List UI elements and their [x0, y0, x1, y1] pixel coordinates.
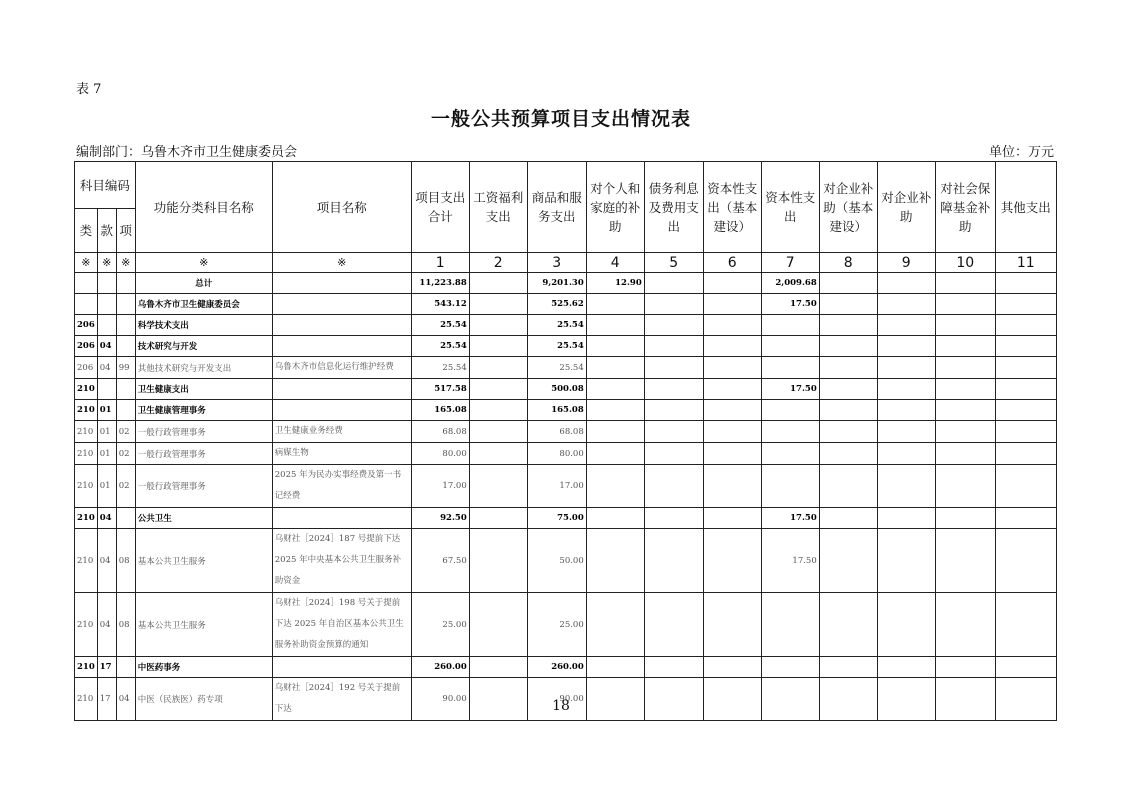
- row-other: [995, 379, 1056, 400]
- header-xiang: 项: [116, 209, 135, 253]
- row-kuan-code: 17: [97, 678, 116, 721]
- column-number: 3: [527, 253, 586, 273]
- row-xiang-code: [116, 379, 135, 400]
- row-project-name: [272, 508, 411, 529]
- row-other: [995, 273, 1056, 294]
- column-number: 6: [703, 253, 761, 273]
- header-capital-basic: 资本性支出（基本建设）: [703, 162, 761, 253]
- row-total: 92.50: [411, 508, 469, 529]
- row-personal-subsidy: [586, 357, 644, 379]
- row-capital: 17.50: [761, 294, 819, 315]
- row-salary: [469, 357, 527, 379]
- budget-table: [74, 161, 1057, 721]
- row-function-name: 基本公共卫生服务: [135, 593, 272, 657]
- row-capital-basic: [703, 465, 761, 508]
- row-capital: 17.50: [761, 379, 819, 400]
- row-capital-basic: [703, 273, 761, 294]
- column-number: 4: [586, 253, 644, 273]
- row-capital-basic: [703, 315, 761, 336]
- row-kuan-code: 04: [97, 529, 116, 593]
- header-capital: 资本性支出: [761, 162, 819, 253]
- row-social-security: [935, 357, 995, 379]
- table-row: [75, 294, 1057, 315]
- row-goods-services: 9,201.30: [527, 273, 586, 294]
- row-other: [995, 465, 1056, 508]
- header-project-name: 项目名称: [272, 162, 411, 253]
- row-capital-basic: [703, 593, 761, 657]
- row-salary: [469, 400, 527, 421]
- header-goods-services: 商品和服务支出: [527, 162, 586, 253]
- row-capital-basic: [703, 443, 761, 465]
- row-function-name: 技术研究与开发: [135, 336, 272, 357]
- table-row: [75, 529, 1057, 593]
- row-enterprise: [877, 273, 935, 294]
- header-enterprise-basic: 对企业补助（基本建设）: [819, 162, 877, 253]
- row-goods-services: 90.00: [527, 678, 586, 721]
- row-xiang-code: [116, 508, 135, 529]
- row-personal-subsidy: [586, 529, 644, 593]
- row-salary: [469, 294, 527, 315]
- page-number: 18: [552, 698, 570, 714]
- row-total: 67.50: [411, 529, 469, 593]
- row-salary: [469, 336, 527, 357]
- row-total: 25.00: [411, 593, 469, 657]
- row-project-name: [272, 315, 411, 336]
- row-enterprise-basic: [819, 379, 877, 400]
- row-goods-services: 260.00: [527, 657, 586, 678]
- row-social-security: [935, 443, 995, 465]
- row-other: [995, 593, 1056, 657]
- row-capital-basic: [703, 379, 761, 400]
- table-row: [75, 465, 1057, 508]
- row-personal-subsidy: [586, 443, 644, 465]
- row-goods-services: 50.00: [527, 529, 586, 593]
- row-enterprise: [877, 593, 935, 657]
- row-social-security: [935, 400, 995, 421]
- row-salary: [469, 657, 527, 678]
- row-capital: 17.50: [761, 529, 819, 593]
- row-total: 543.12: [411, 294, 469, 315]
- row-debt-interest: [644, 508, 703, 529]
- row-xiang-code: 99: [116, 357, 135, 379]
- unit-label: 单位：万元: [988, 145, 1054, 160]
- row-personal-subsidy: [586, 465, 644, 508]
- row-social-security: [935, 508, 995, 529]
- row-enterprise: [877, 508, 935, 529]
- row-enterprise: [877, 357, 935, 379]
- header-project-total: 项目支出合计: [411, 162, 469, 253]
- row-social-security: [935, 593, 995, 657]
- row-capital: [761, 336, 819, 357]
- row-capital: [761, 443, 819, 465]
- row-social-security: [935, 294, 995, 315]
- row-other: [995, 421, 1056, 443]
- row-personal-subsidy: 12.90: [586, 273, 644, 294]
- row-project-name: [272, 657, 411, 678]
- row-other: [995, 400, 1056, 421]
- row-personal-subsidy: [586, 294, 644, 315]
- row-salary: [469, 273, 527, 294]
- row-salary: [469, 465, 527, 508]
- row-goods-services: 25.00: [527, 593, 586, 657]
- row-xiang-code: [116, 294, 135, 315]
- row-personal-subsidy: [586, 336, 644, 357]
- row-kuan-code: 01: [97, 443, 116, 465]
- row-debt-interest: [644, 421, 703, 443]
- column-number: 2: [469, 253, 527, 273]
- row-capital-basic: [703, 529, 761, 593]
- row-enterprise-basic: [819, 294, 877, 315]
- row-project-name: 乌财社［2024］192 号关于提前下达: [272, 678, 411, 721]
- row-enterprise-basic: [819, 529, 877, 593]
- row-total: 68.08: [411, 421, 469, 443]
- row-kuan-code: 04: [97, 593, 116, 657]
- header-lei: 类: [75, 209, 98, 253]
- row-debt-interest: [644, 379, 703, 400]
- row-other: [995, 294, 1056, 315]
- row-debt-interest: [644, 593, 703, 657]
- row-xiang-code: 02: [116, 465, 135, 508]
- row-total: 11,223.88: [411, 273, 469, 294]
- row-goods-services: 165.08: [527, 400, 586, 421]
- row-lei-code: 210: [75, 400, 98, 421]
- row-function-name: 卫生健康支出: [135, 379, 272, 400]
- row-enterprise-basic: [819, 657, 877, 678]
- row-capital: 17.50: [761, 508, 819, 529]
- row-enterprise-basic: [819, 443, 877, 465]
- row-kuan-code: 04: [97, 336, 116, 357]
- row-lei-code: 210: [75, 443, 98, 465]
- table-row: [75, 657, 1057, 678]
- row-debt-interest: [644, 443, 703, 465]
- row-project-name: [272, 400, 411, 421]
- header-social-security: 对社会保障基金补助: [935, 162, 995, 253]
- row-lei-code: 206: [75, 315, 98, 336]
- row-salary: [469, 379, 527, 400]
- header-other: 其他支出: [995, 162, 1056, 253]
- row-lei-code: 210: [75, 421, 98, 443]
- row-goods-services: 75.00: [527, 508, 586, 529]
- row-kuan-code: 17: [97, 657, 116, 678]
- row-goods-services: 525.62: [527, 294, 586, 315]
- row-lei-code: 210: [75, 508, 98, 529]
- row-social-security: [935, 421, 995, 443]
- symbol-cell: ※: [272, 253, 411, 273]
- row-social-security: [935, 529, 995, 593]
- table-row: [75, 421, 1057, 443]
- row-goods-services: 25.54: [527, 336, 586, 357]
- table-row: [75, 379, 1057, 400]
- row-goods-services: 17.00: [527, 465, 586, 508]
- row-capital-basic: [703, 357, 761, 379]
- row-function-name: 科学技术支出: [135, 315, 272, 336]
- row-kuan-code: 01: [97, 421, 116, 443]
- row-function-name: 中医（民族医）药专项: [135, 678, 272, 721]
- row-personal-subsidy: [586, 421, 644, 443]
- row-capital: [761, 465, 819, 508]
- row-project-name: 卫生健康业务经费: [272, 421, 411, 443]
- row-total: 260.00: [411, 657, 469, 678]
- row-other: [995, 508, 1056, 529]
- row-enterprise-basic: [819, 336, 877, 357]
- row-salary: [469, 529, 527, 593]
- row-debt-interest: [644, 657, 703, 678]
- row-enterprise-basic: [819, 357, 877, 379]
- table-row: [75, 357, 1057, 379]
- header-salary: 工资福利支出: [469, 162, 527, 253]
- row-lei-code: 210: [75, 657, 98, 678]
- row-enterprise: [877, 400, 935, 421]
- row-capital-basic: [703, 294, 761, 315]
- row-xiang-code: 08: [116, 593, 135, 657]
- row-function-name: 中医药事务: [135, 657, 272, 678]
- row-project-name: [272, 336, 411, 357]
- row-total: 25.54: [411, 357, 469, 379]
- row-total: 25.54: [411, 336, 469, 357]
- row-other: [995, 443, 1056, 465]
- row-lei-code: 210: [75, 379, 98, 400]
- table-row: [75, 336, 1057, 357]
- row-total: 517.58: [411, 379, 469, 400]
- row-debt-interest: [644, 529, 703, 593]
- row-xiang-code: [116, 273, 135, 294]
- row-project-name: [272, 273, 411, 294]
- row-enterprise: [877, 379, 935, 400]
- row-capital: 2,009.68: [761, 273, 819, 294]
- row-lei-code: [75, 294, 98, 315]
- row-function-name: 乌鲁木齐市卫生健康委员会: [135, 294, 272, 315]
- row-xiang-code: 04: [116, 678, 135, 721]
- row-capital: [761, 657, 819, 678]
- row-other: [995, 315, 1056, 336]
- row-enterprise: [877, 465, 935, 508]
- department-label: 编制部门：乌鲁木齐市卫生健康委员会: [76, 145, 298, 160]
- row-goods-services: 25.54: [527, 315, 586, 336]
- row-personal-subsidy: [586, 593, 644, 657]
- row-kuan-code: [97, 379, 116, 400]
- row-function-name: 一般行政管理事务: [135, 421, 272, 443]
- row-other: [995, 336, 1056, 357]
- row-salary: [469, 421, 527, 443]
- row-xiang-code: [116, 315, 135, 336]
- row-capital-basic: [703, 421, 761, 443]
- row-social-security: [935, 273, 995, 294]
- row-project-name: 乌财社［2024］187 号提前下达 2025 年中央基本公共卫生服务补助资金: [272, 529, 411, 593]
- column-number: 8: [819, 253, 877, 273]
- row-kuan-code: 04: [97, 357, 116, 379]
- symbol-cell: ※: [75, 253, 98, 273]
- row-salary: [469, 593, 527, 657]
- row-total: 17.00: [411, 465, 469, 508]
- row-total: 165.08: [411, 400, 469, 421]
- row-enterprise-basic: [819, 315, 877, 336]
- row-function-name: 公共卫生: [135, 508, 272, 529]
- row-salary: [469, 508, 527, 529]
- row-other: [995, 529, 1056, 593]
- row-function-name: 卫生健康管理事务: [135, 400, 272, 421]
- row-debt-interest: [644, 315, 703, 336]
- row-xiang-code: 02: [116, 421, 135, 443]
- row-salary: [469, 443, 527, 465]
- row-debt-interest: [644, 294, 703, 315]
- page-title: 一般公共预算项目支出情况表: [430, 108, 691, 130]
- row-xiang-code: 02: [116, 443, 135, 465]
- row-kuan-code: 01: [97, 400, 116, 421]
- row-enterprise: [877, 294, 935, 315]
- row-enterprise-basic: [819, 508, 877, 529]
- table-row: [75, 400, 1057, 421]
- row-goods-services: 25.54: [527, 357, 586, 379]
- row-debt-interest: [644, 465, 703, 508]
- column-number: 10: [935, 253, 995, 273]
- row-xiang-code: [116, 400, 135, 421]
- column-number: 9: [877, 253, 935, 273]
- row-project-name: [272, 294, 411, 315]
- row-salary: [469, 315, 527, 336]
- row-enterprise-basic: [819, 465, 877, 508]
- row-debt-interest: [644, 400, 703, 421]
- table-row: [75, 593, 1057, 657]
- row-enterprise-basic: [819, 273, 877, 294]
- row-capital: [761, 593, 819, 657]
- row-lei-code: [75, 273, 98, 294]
- row-project-name: 乌鲁木齐市信息化运行维护经费: [272, 357, 411, 379]
- row-lei-code: 210: [75, 529, 98, 593]
- row-enterprise-basic: [819, 421, 877, 443]
- row-lei-code: 210: [75, 678, 98, 721]
- row-lei-code: 206: [75, 336, 98, 357]
- row-enterprise-basic: [819, 400, 877, 421]
- row-total: 90.00: [411, 678, 469, 721]
- row-social-security: [935, 379, 995, 400]
- row-other: [995, 357, 1056, 379]
- row-xiang-code: [116, 657, 135, 678]
- row-lei-code: 206: [75, 357, 98, 379]
- row-enterprise: [877, 657, 935, 678]
- row-project-name: [272, 379, 411, 400]
- row-xiang-code: [116, 336, 135, 357]
- row-debt-interest: [644, 357, 703, 379]
- row-project-name: 乌财社［2024］198 号关于提前下达 2025 年自治区基本公共卫生服务补助资金预算的通知: [272, 593, 411, 657]
- row-enterprise: [877, 529, 935, 593]
- row-social-security: [935, 336, 995, 357]
- row-social-security: [935, 315, 995, 336]
- row-capital: [761, 315, 819, 336]
- row-function-name: 基本公共卫生服务: [135, 529, 272, 593]
- row-function-name: 总计: [135, 273, 272, 294]
- row-lei-code: 210: [75, 593, 98, 657]
- row-lei-code: 210: [75, 465, 98, 508]
- row-personal-subsidy: [586, 400, 644, 421]
- table-row: [75, 273, 1057, 294]
- row-kuan-code: [97, 315, 116, 336]
- header-enterprise: 对企业补助: [877, 162, 935, 253]
- column-number: 7: [761, 253, 819, 273]
- table-row: [75, 315, 1057, 336]
- row-personal-subsidy: [586, 315, 644, 336]
- row-kuan-code: [97, 273, 116, 294]
- row-function-name: 一般行政管理事务: [135, 465, 272, 508]
- row-other: [995, 657, 1056, 678]
- row-kuan-code: 01: [97, 465, 116, 508]
- row-goods-services: 80.00: [527, 443, 586, 465]
- header-subject-code: 科目编码: [75, 162, 136, 209]
- row-debt-interest: [644, 336, 703, 357]
- row-capital-basic: [703, 508, 761, 529]
- symbol-cell: ※: [135, 253, 272, 273]
- row-project-name: 病媒生物: [272, 443, 411, 465]
- header-debt-interest: 债务利息及费用支出: [644, 162, 703, 253]
- symbol-cell: ※: [97, 253, 116, 273]
- row-function-name: 其他技术研究与开发支出: [135, 357, 272, 379]
- row-enterprise-basic: [819, 593, 877, 657]
- header-personal-subsidy: 对个人和家庭的补助: [586, 162, 644, 253]
- row-social-security: [935, 657, 995, 678]
- row-social-security: [935, 465, 995, 508]
- row-capital-basic: [703, 657, 761, 678]
- header-kuan: 款: [97, 209, 116, 253]
- row-enterprise: [877, 443, 935, 465]
- table-row: [75, 508, 1057, 529]
- row-total: 25.54: [411, 315, 469, 336]
- row-enterprise: [877, 336, 935, 357]
- table-number: 表 7: [76, 82, 102, 97]
- row-project-name: 2025 年为民办实事经费及第一书记经费: [272, 465, 411, 508]
- symbol-cell: ※: [116, 253, 135, 273]
- row-personal-subsidy: [586, 379, 644, 400]
- row-capital-basic: [703, 400, 761, 421]
- row-enterprise: [877, 315, 935, 336]
- row-personal-subsidy: [586, 657, 644, 678]
- row-capital: [761, 421, 819, 443]
- row-kuan-code: [97, 294, 116, 315]
- row-xiang-code: 08: [116, 529, 135, 593]
- row-goods-services: 68.08: [527, 421, 586, 443]
- column-number: 1: [411, 253, 469, 273]
- column-number: 11: [995, 253, 1056, 273]
- row-capital: [761, 400, 819, 421]
- row-personal-subsidy: [586, 508, 644, 529]
- row-debt-interest: [644, 273, 703, 294]
- header-function-name: 功能分类科目名称: [135, 162, 272, 253]
- row-capital: [761, 357, 819, 379]
- row-capital-basic: [703, 336, 761, 357]
- table-row: [75, 443, 1057, 465]
- row-kuan-code: 04: [97, 508, 116, 529]
- row-function-name: 一般行政管理事务: [135, 443, 272, 465]
- row-enterprise: [877, 421, 935, 443]
- row-goods-services: 500.08: [527, 379, 586, 400]
- row-total: 80.00: [411, 443, 469, 465]
- column-number: 5: [644, 253, 703, 273]
